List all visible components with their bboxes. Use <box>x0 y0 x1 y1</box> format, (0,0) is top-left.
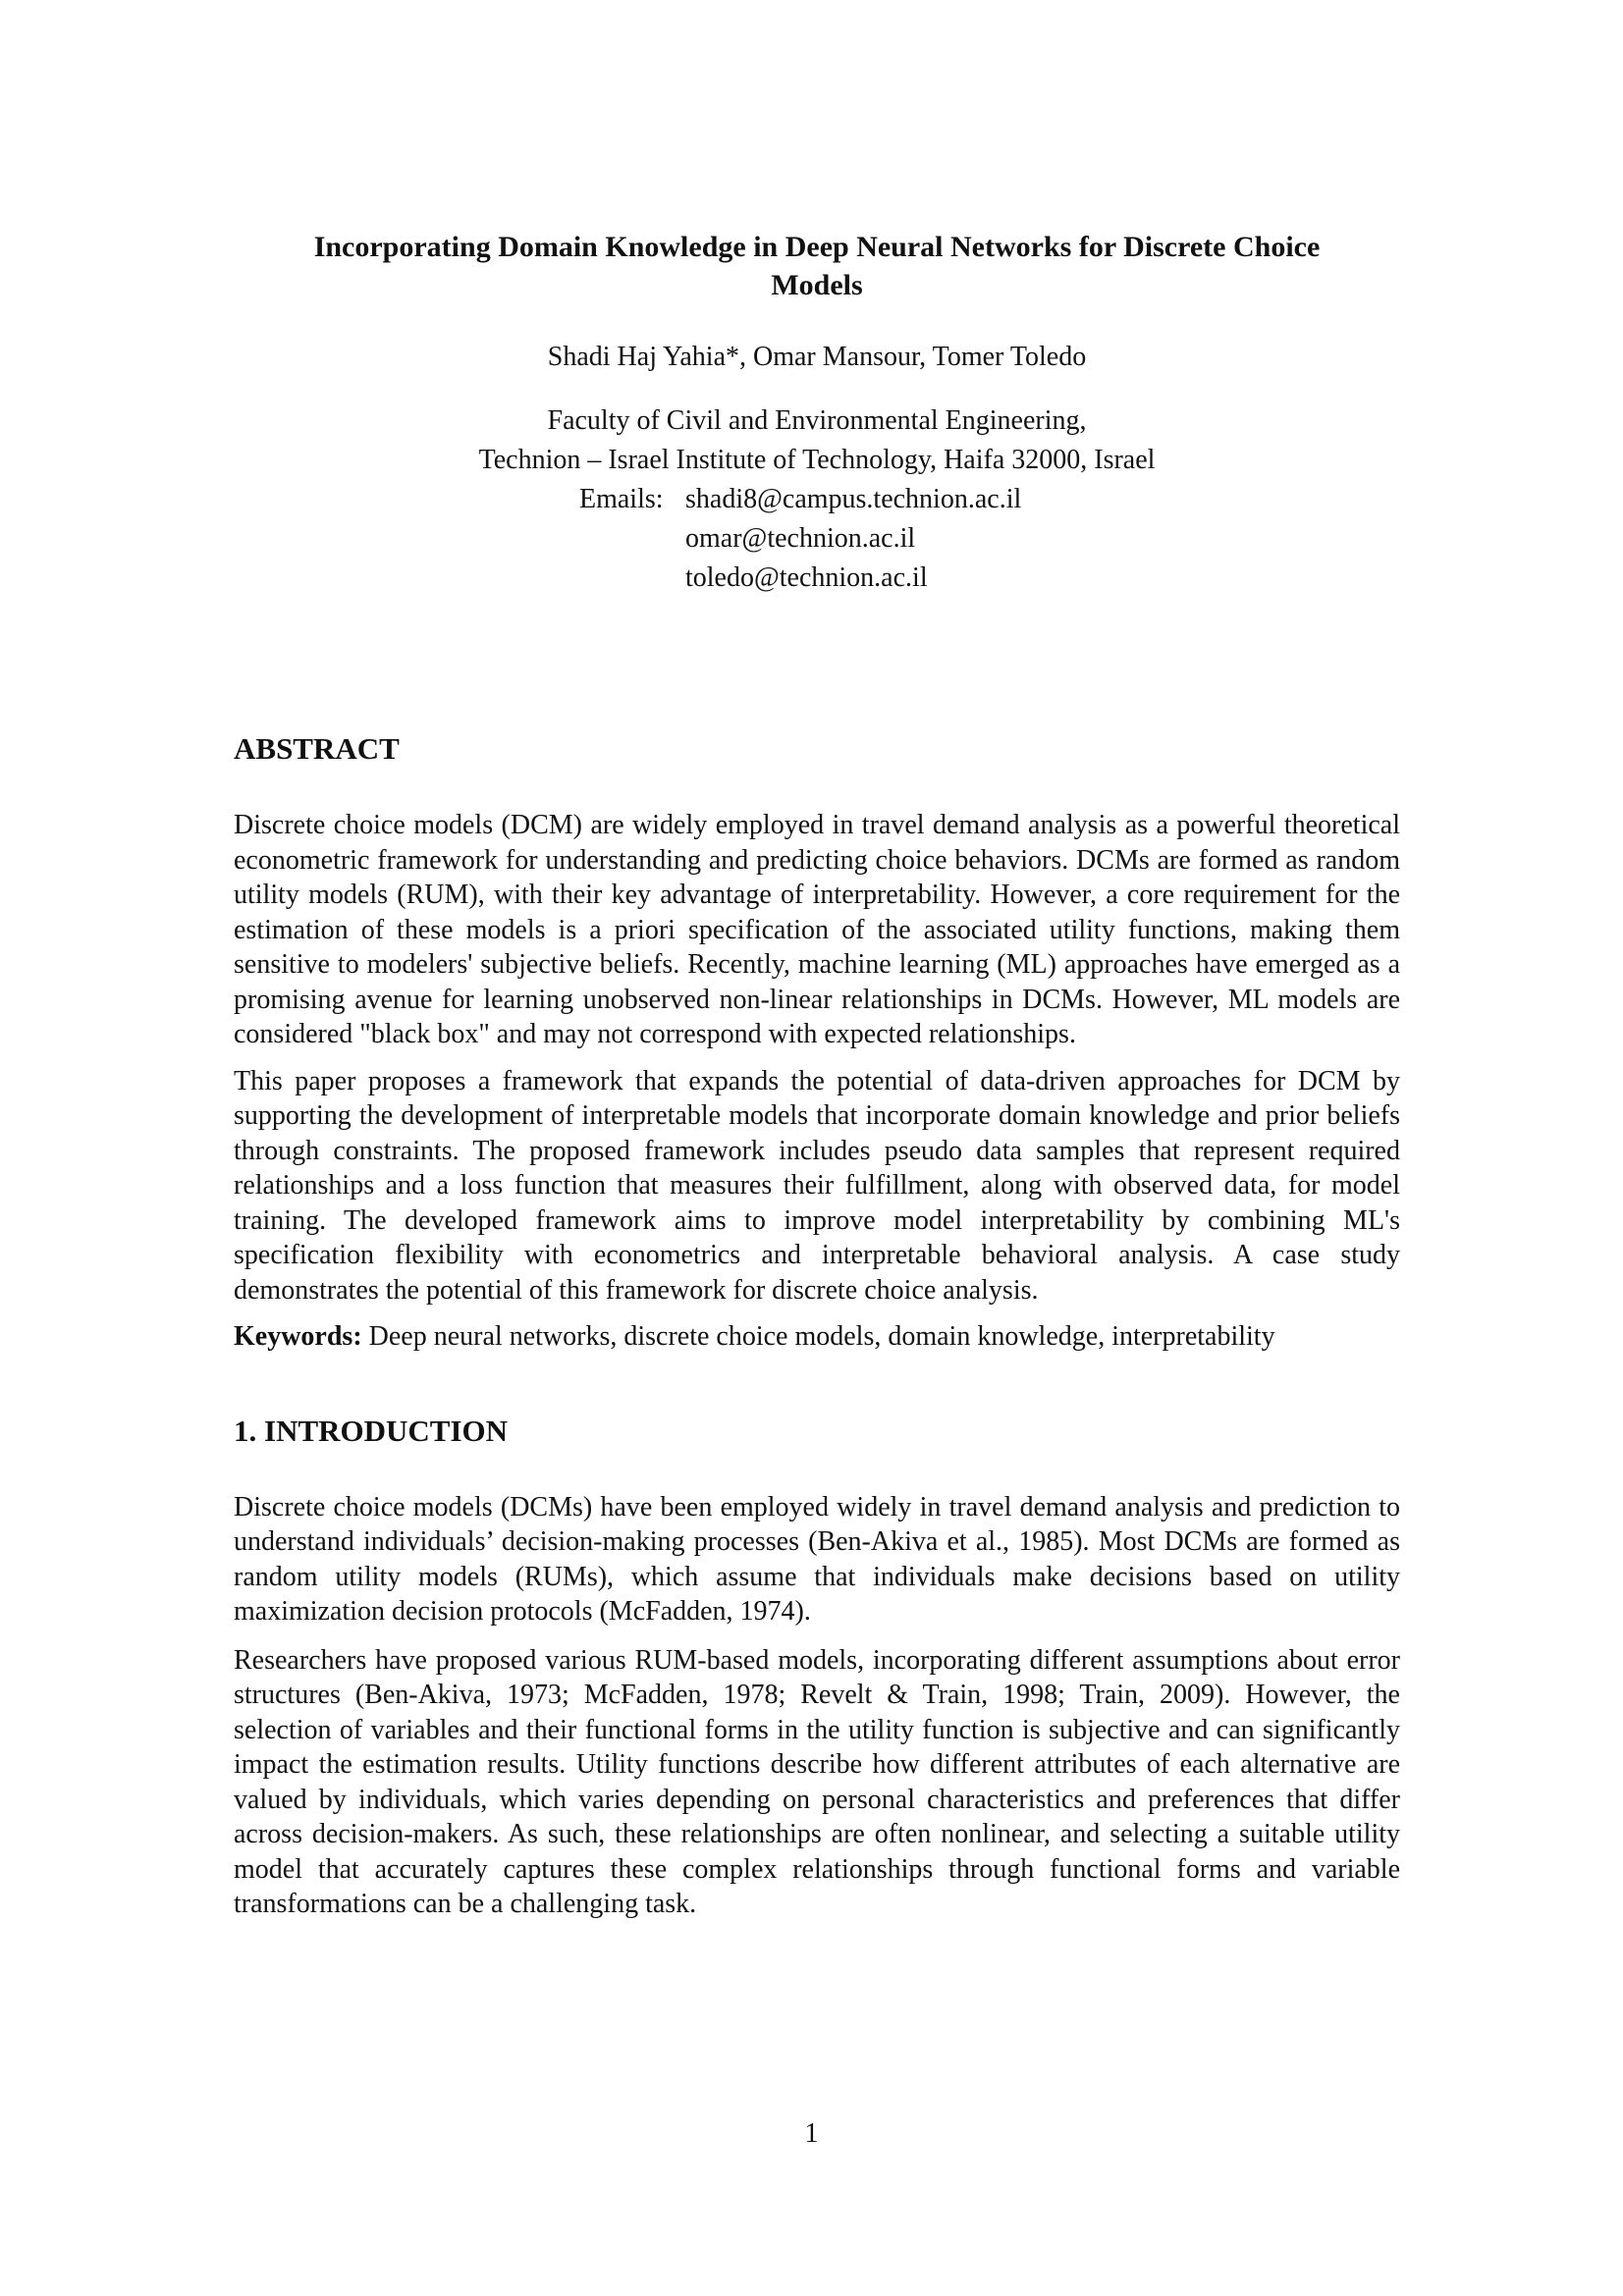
email-list <box>234 480 1400 598</box>
email-line-3 <box>234 559 1400 598</box>
email-line-1 <box>234 480 1400 519</box>
author-list: Shadi Haj Yahia*, Omar Mansour, Tomer Toledo <box>547 342 1087 372</box>
email-line-2 <box>234 519 1400 559</box>
title-line-1: Incorporating Domain Knowledge in Deep Neural Networks for Discrete Choice <box>313 231 1321 263</box>
keywords-line <box>234 1319 1400 1355</box>
emails-label: Emails: <box>579 484 664 514</box>
introduction-paragraph: Discrete choice models (DCMs) have been employed widely in travel demand analysis and prediction to understand individuals’ decision-making processes (Ben-Akiva et al., 1985). Most DCMs are formed as random utility models (RUMs), which assume that individuals make decisions based on utility maximization decision protocols (McFadden, 1974). <box>234 1491 1400 1627</box>
paper-page <box>234 228 1400 1922</box>
abstract-paragraph: Discrete choice models (DCM) are widely employed in travel demand analysis as a powerful theoretical econometric framework for understanding and predicting choice behaviors. DCMs are formed as random utility models (RUM), with their key advantage of interpretability. However, a core requirement for the estimation of these models is a priori specification of the associated utility functions, making them sensitive to modelers' subjective beliefs. Recently, machine learning (ML) approaches have emerged as a promising avenue for learning unobserved non-linear relationships in DCMs. However, ML models are considered "black box" and may not correspond with expected relationships. <box>234 810 1400 1049</box>
introduction-heading: 1. INTRODUCTION <box>234 1413 509 1448</box>
abstract-heading: ABSTRACT <box>234 731 400 766</box>
email-address[interactable]: omar@technion.ac.il <box>685 523 916 554</box>
keywords-text: Deep neural networks, discrete choice models, domain knowledge, interpretability <box>368 1321 1275 1352</box>
introduction-paragraph: Researchers have proposed various RUM-based models, incorporating different assumptions about error structures (Ben-Akiva, 1973; McFadden, 1978; Revelt & Train, 1998; Train, 2009). However, the selection of variables and their functional forms in the utility function is subjective and can significantly impact the estimation results. Utility functions describe how different attributes of each alternative are valued by individuals, which varies depending on personal characteristics and preferences that differ across decision-makers. As such, these relationships are often nonlinear, and selecting a suitable utility model that accurately captures these complex relationships through functional forms and variable transformations can be a challenging task. <box>234 1644 1400 1919</box>
abstract-paragraph: This paper proposes a framework that expands the potential of data-driven approaches for DCM by supporting the development of interpretable models that incorporate domain knowledge and prior beliefs through constraints. The proposed framework includes pseudo data samples that represent required relationships and a loss function that measures their fulfillment, along with observed data, for model training. The developed framework aims to improve model interpretability by combining ML's specification flexibility with econometrics and interpretable behavioral analysis. A case study demonstrates the potential of this framework for discrete choice analysis. <box>234 1065 1400 1306</box>
email-address[interactable]: shadi8@campus.technion.ac.il <box>685 484 1022 514</box>
affiliation-line-2: Technion – Israel Institute of Technology, Haifa 32000, Israel <box>478 445 1156 475</box>
email-address[interactable]: toledo@technion.ac.il <box>685 562 928 593</box>
affiliation-block <box>234 401 1400 598</box>
title-line-2: Models <box>771 269 863 301</box>
page-number: 1 <box>804 2118 819 2149</box>
paper-title <box>234 228 1400 304</box>
keywords-label: Keywords: <box>234 1321 362 1352</box>
affiliation-line-1: Faculty of Civil and Environmental Engineering, <box>547 405 1087 436</box>
